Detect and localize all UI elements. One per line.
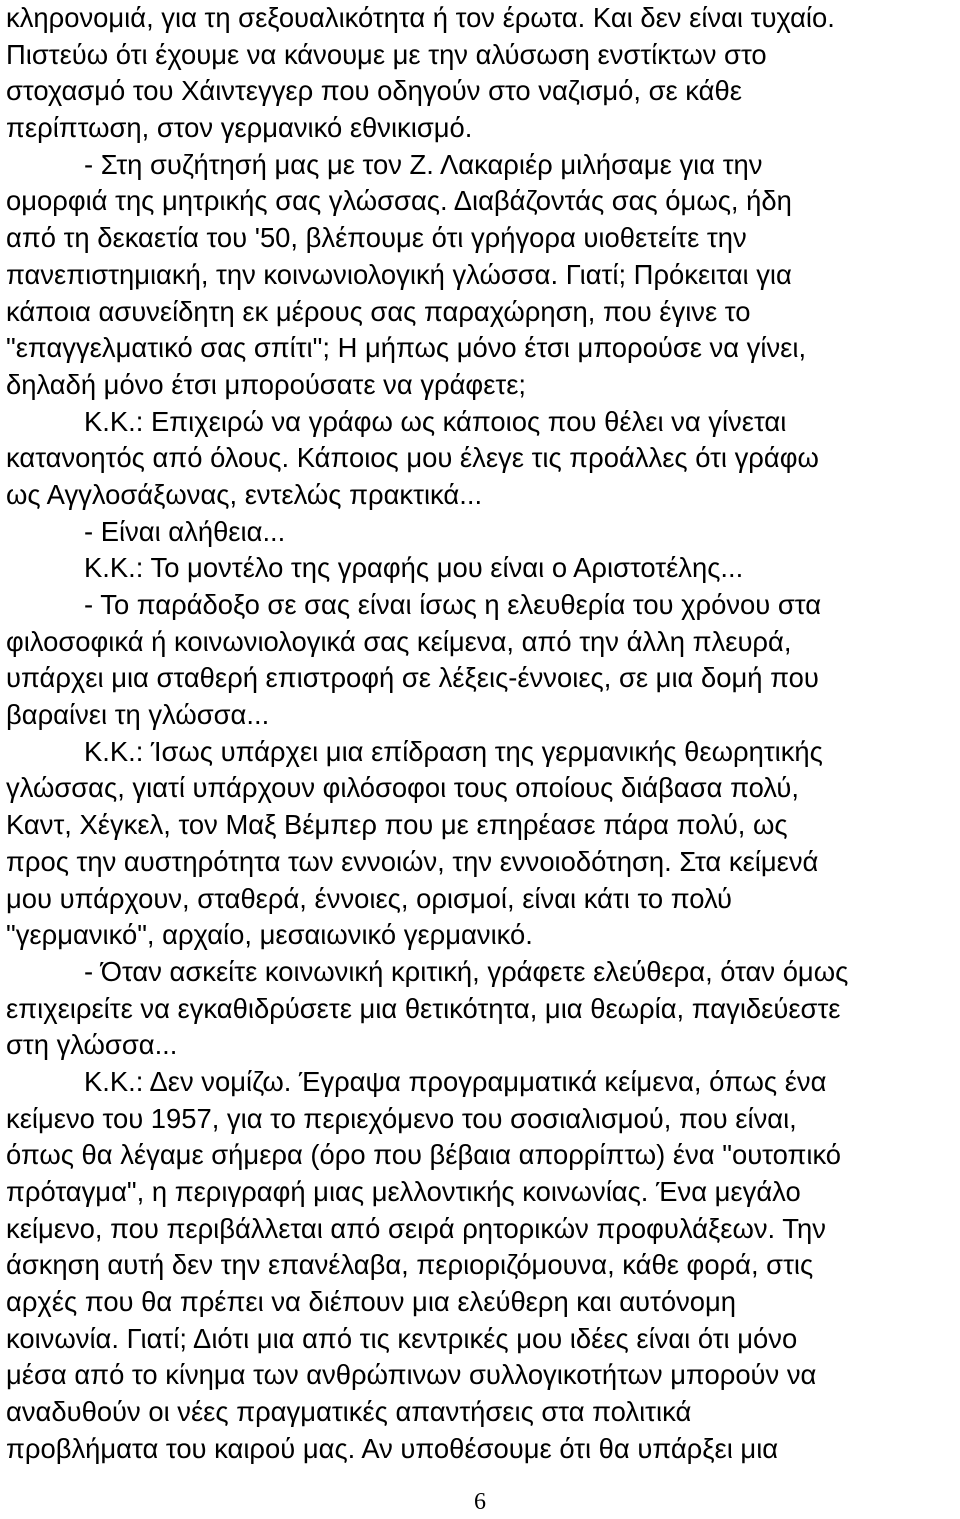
body-text: [6, 0, 960, 1468]
text-line: κοινωνία. Γιατί; Διότι μια από τις κεντρικές μου ιδέες είναι ότι μόνο: [6, 1322, 798, 1354]
text-line: - Στη συζήτησή μας με τον Ζ. Λακαριέρ μιλήσαμε για την: [84, 148, 763, 180]
text-line: προβλήματα του καιρού μας. Αν υποθέσουμε ότι θα υπάρξει μια: [6, 1432, 779, 1464]
text-line: Κ.Κ.: Το μοντέλο της γραφής μου είναι ο Αριστοτέλης...: [84, 552, 744, 584]
text-line: άσκηση αυτή δεν την επανέλαβα, περιοριζόμουνα, κάθε φορά, στις: [6, 1249, 814, 1281]
text-line: "επαγγελματικό σας σπίτι"; Η μήπως μόνο έτσι μπορούσε να γίνει,: [6, 332, 807, 364]
text-line: στη γλώσσα...: [6, 1029, 178, 1061]
text-line: επιχειρείτε να εγκαθιδρύσετε μια θετικότητα, μια θεωρία, παγιδεύεστε: [6, 992, 841, 1024]
text-line: Πιστεύω ότι έχουμε να κάνουμε με την αλύσωση ενστίκτων στο: [6, 38, 767, 70]
text-line: - Είναι αλήθεια...: [84, 515, 286, 547]
text-line: Κ.Κ.: Δεν νομίζω. Έγραψα προγραμματικά κείμενα, όπως ένα: [84, 1065, 827, 1097]
text-line: δηλαδή μόνο έτσι μπορούσατε να γράφετε;: [6, 368, 527, 400]
text-line: Καντ, Χέγκελ, τον Μαξ Βέμπερ που με επηρέασε πάρα πολύ, ως: [6, 809, 788, 841]
text-line: "γερμανικό", αρχαίο, μεσαιωνικό γερμανικό.: [6, 919, 533, 951]
text-line: πρόταγμα", η περιγραφή μιας μελλοντικής κοινωνίας. Ένα μεγάλο: [6, 1176, 801, 1207]
text-line: ως Αγγλοσάξωνας, εντελώς πρακτικά...: [6, 478, 483, 510]
text-line: προς την αυστηρότητα των εννοιών, την εννοιοδότηση. Στα κείμενά: [6, 845, 819, 877]
text-line: γλώσσας, γιατί υπάρχουν φιλόσοφοι τους οποίους διάβασα πολύ,: [6, 772, 799, 804]
text-line: κείμενο, που περιβάλλεται από σειρά ρητορικών προφυλάξεων. Την: [6, 1212, 826, 1244]
text-line: αρχές που θα πρέπει να διέπουν μια ελεύθερη και αυτόνομη: [6, 1286, 737, 1318]
text-line: κείμενο του 1957, για το περιεχόμενο του σοσιαλισμού, που είναι,: [6, 1102, 797, 1134]
text-line: μου υπάρχουν, σταθερά, έννοιες, ορισμοί, είναι κάτι το πολύ: [6, 882, 732, 914]
text-line: μέσα από το κίνημα των ανθρώπινων συλλογικοτήτων μπορούν να: [6, 1359, 817, 1391]
text-line: αναδυθούν οι νέες πραγματικές απαντήσεις στα πολιτικά: [6, 1396, 692, 1428]
page-number: 6: [474, 1489, 486, 1515]
text-line: όπως θα λέγαμε σήμερα (όρο που βέβαια απορρίπτω) ένα "ουτοπικό: [6, 1139, 842, 1171]
text-line: Κ.Κ.: Επιχειρώ να γράφω ως κάποιος που θέλει να γίνεται: [84, 405, 787, 437]
text-line: περίπτωση, στον γερμανικό εθνικισμό.: [6, 112, 473, 144]
text-line: - Το παράδοξο σε σας είναι ίσως η ελευθερία του χρόνου στα: [84, 589, 822, 620]
text-line: Κ.Κ.: Ίσως υπάρχει μια επίδραση της γερμανικής θεωρητικής: [84, 735, 823, 767]
text-line: κατανοητός από όλους. Κάποιος μου έλεγε τις προάλλες ότι γράφω: [6, 442, 819, 474]
text-line: κληρονομιά, για τη σεξουαλικότητα ή τον έρωτα. Και δεν είναι τυχαίο.: [6, 2, 835, 33]
text-line: ομορφιά της μητρικής σας γλώσσας. Διαβάζοντάς σας όμως, ήδη: [6, 185, 792, 217]
text-line: βαραίνει τη γλώσσα...: [6, 699, 270, 731]
text-line: υπάρχει μια σταθερή επιστροφή σε λέξεις-έννοιες, σε μια δομή που: [6, 662, 819, 694]
text-line: στοχασμό του Χάιντεγγερ που οδηγούν στο ναζισμό, σε κάθε: [6, 75, 742, 107]
text-line: από τη δεκαετία του '50, βλέπουμε ότι γρήγορα υιοθετείτε την: [6, 222, 747, 254]
text-line: πανεπιστημιακή, την κοινωνιολογική γλώσσα. Γιατί; Πρόκειται για: [6, 258, 792, 290]
text-line: - Όταν ασκείτε κοινωνική κριτική, γράφετε ελεύθερα, όταν όμως: [84, 955, 849, 987]
text-line: φιλοσοφικά ή κοινωνιολογικά σας κείμενα, από την άλλη πλευρά,: [6, 625, 792, 657]
text-line: κάποια ασυνείδητη εκ μέρους σας παραχώρηση, που έγινε το: [6, 295, 751, 327]
